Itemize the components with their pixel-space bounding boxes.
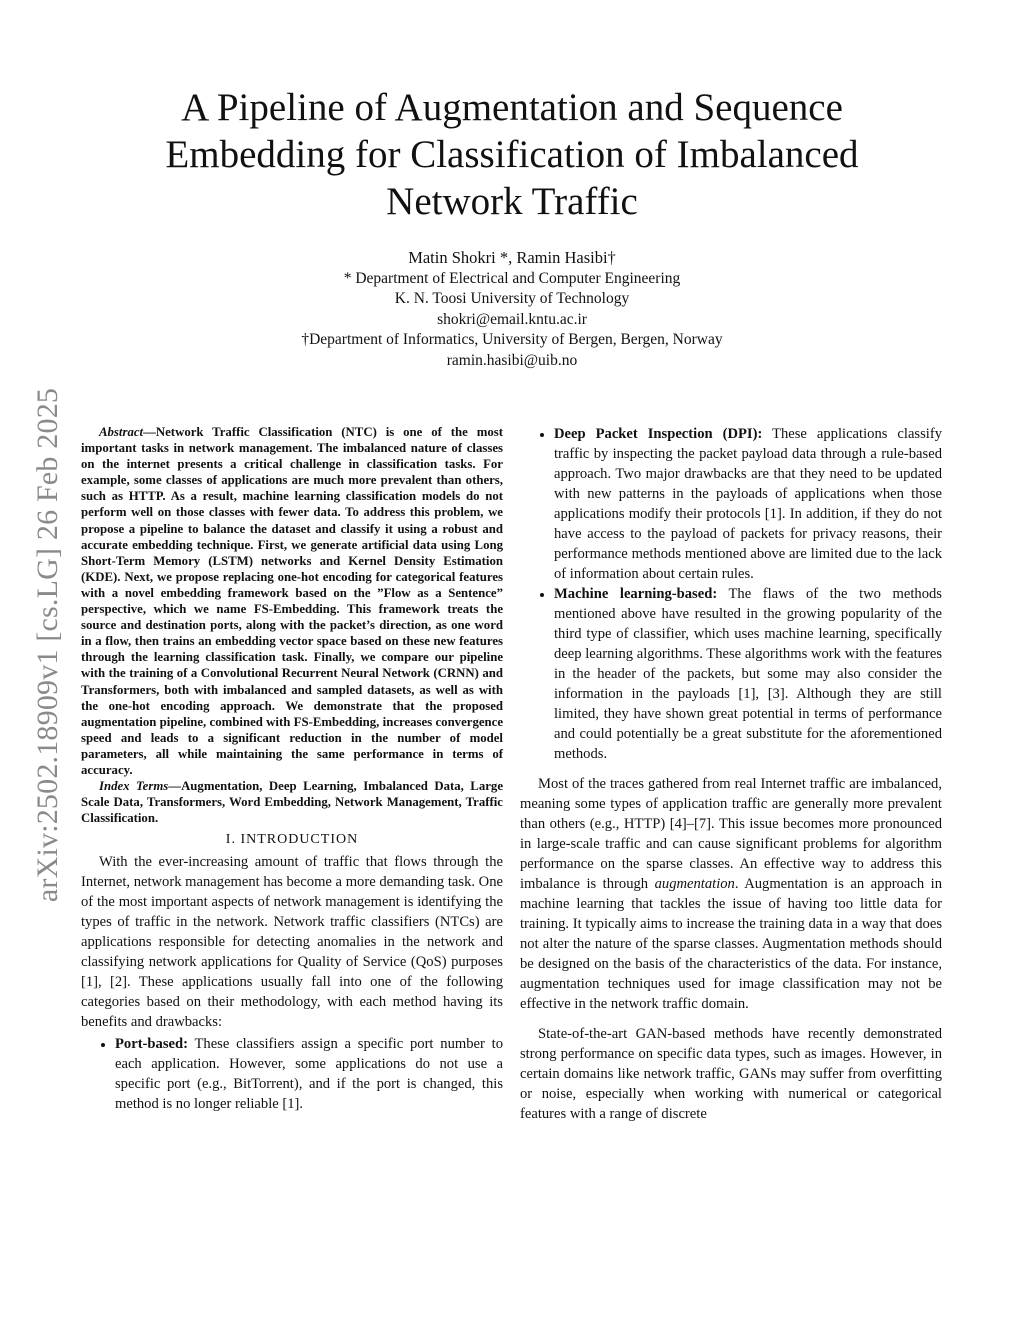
abstract [81,424,503,778]
index-terms-label: Index Terms [99,779,169,794]
right-column [520,424,942,1124]
arxiv-identifier: arXiv:2502.18909v1 [cs.LG] 26 Feb 2025 [31,387,64,903]
method-list-continued [520,424,942,764]
list-item-text: These classifiers assign a specific port number to each application. However, some applications do not use a specific port (e.g., BitTorrent), and if the port is changed, this method is no longer reliable [1]. [115,1036,503,1113]
left-column [81,424,503,1114]
method-list [81,1034,503,1114]
abstract-label: Abstract [99,425,144,439]
list-item-lead: Port-based: [115,1036,188,1053]
paragraph-text: Most of the traces gathered from real Internet traffic are imbalanced, meaning some types of application traffic are generally more prevalent than others (e.g., HTTP) [4]–[7]. This issue becomes more pronounced in large-scale traffic and can cause significant problems for algorithm performance on the sparse classes. An effective way to address this imbalance is through [520,776,942,892]
list-item-text: The flaws of the two methods mentioned above have resulted in the growing popularity of the third type of classifier, which uses machine learning, specifically deep learning algorithms. These algorithms work with the features in the header of the packets, but some may also consider the information in the payloads [1], [3]. Although they are still limited, they have shown great potential in terms of performance and could potentially be a great substitute for the aforementioned methods. [554,586,942,762]
list-item [115,1034,503,1114]
affiliation-3: †Department of Informatics, University of Bergen, Bergen, Norway [301,331,723,349]
author-names: Matin Shokri *, Ramin Hasibi† [408,248,616,267]
section-heading: I. INTRODUCTION [225,832,359,848]
affiliation-1: * Department of Electrical and Computer Engineering [343,269,681,287]
emphasis: augmentation [654,876,735,892]
affiliation-2: K. N. Toosi University of Technology [394,290,630,308]
intro-paragraph-2 [520,774,942,1014]
abstract-text: —Network Traffic Classification (NTC) is one of the most important tasks in network management. The imbalanced nature of classes on the internet presents a critical challenge in classification tasks. For example, some classes of applications are much more prevalent than others, such as HTTP. As a result, machine learning classification models do not perform well on those classes with fewer data. To address this problem, we propose a pipeline to balance the dataset and classify it using a robust and accurate embedding technique. First, we generate artificial data using Long Short-Term Memory (LSTM) networks and Kernel Density Estimation (KDE). Next, we propose replacing one-hot encoding for categorical features with a novel embedding framework based on the ”Flow as a Sentence” perspective, which we name FS-Embedding. This framework treats the source and destination ports, along with the packet’s direction, as one word in a flow, then trains an embedding vector space based on these new features through the learning classification task. Finally, we compare our pipeline with the training of a Convolutional Recurrent Neural Network (CRNN) and Transformers, both with imbalanced and sampled datasets, as well as with the one-hot encoding approach. We demonstrate that the proposed augmentation pipeline, combined with FS-Embedding, increases convergence speed and leads to a significant reduction in the number of model parameters, all while maintaining the same performance in terms of accuracy. [81,425,503,777]
list-item-lead: Deep Packet Inspection (DPI): [554,426,763,442]
index-terms [81,778,503,826]
email-1: shokri@email.kntu.ac.ir [437,310,587,328]
paragraph-text: . Augmentation is an approach in machine learning that tackles the issue of having too little data for training. It typically aims to increase the training data in a way that does not alter the nature of the sparse classes. Augmentation methods should be designed on the basis of the characteristics of the data. For instance, augmentation techniques used for image classification may not be effective in the network traffic domain. [520,876,943,1012]
intro-paragraph-1: With the ever-increasing amount of traffic that flows through the Internet, network management has become a more demanding task. One of the most important aspects of network management is identifying the types of traffic in the network. Network traffic classifiers (NTCs) are applications responsible for detecting anomalies in the network and classifying network applications for Quality of Service (QoS) purposes [1], [2]. These applications usually fall into one of the following categories based on their methodology, with each method having its benefits and drawbacks: [81,854,503,1031]
index-terms-text: —Augmentation, Deep Learning, Imbalanced Data, Large Scale Data, Transformers, Word Embedding, Network Management, Traffic Classification. [81,779,503,826]
list-item-lead: Machine learning-based: [554,586,718,602]
intro-paragraph-3: State-of-the-art GAN-based methods have recently demonstrated strong performance on specific data types, such as images. However, in certain domains like network traffic, GANs may suffer from overfitting or noise, especially when working with numerical or categorical features with a range of discrete [520,1026,942,1122]
email-2: ramin.hasibi@uib.no [446,351,578,369]
list-item [554,424,942,584]
paper-title: A Pipeline of Augmentation and Sequence Embedding for Classification of Imbalanced Network Traffic [165,86,859,223]
list-item [554,584,942,764]
list-item-text: These applications classify traffic by inspecting the packet payload data through a rule-based approach. Two major drawbacks are that they need to be updated with new patterns in the payloads of applications when those applications modify their protocols [1]. In addition, if they do not have access to the payload of packets for privacy reasons, their performance methods mentioned above are limited due to the lack of information about certain rules. [554,426,942,582]
author-block [200,248,824,372]
